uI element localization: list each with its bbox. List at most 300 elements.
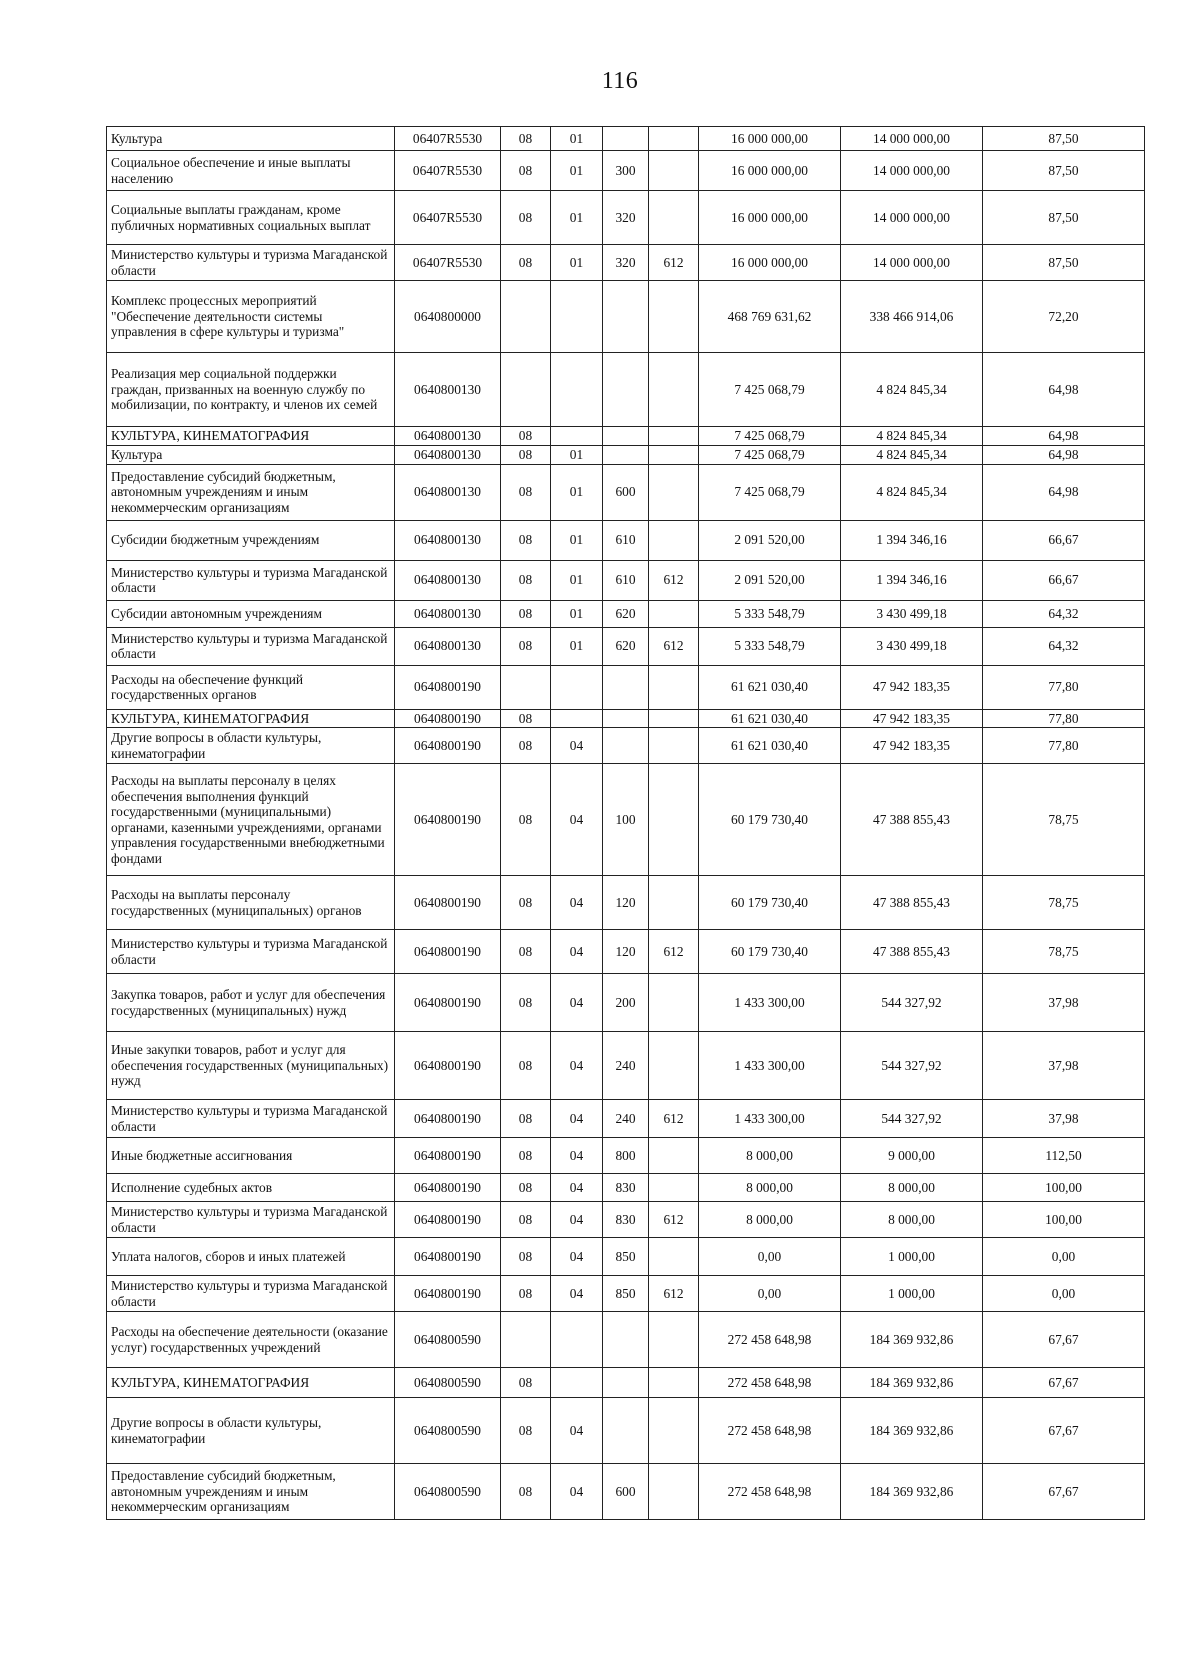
execution-percent-cell: 67,67: [983, 1368, 1145, 1398]
planned-amount-cell: 0,00: [699, 1238, 841, 1276]
subsection-code-cell: 01: [551, 464, 603, 520]
planned-amount-cell: 16 000 000,00: [699, 151, 841, 191]
planned-amount-cell: 7 425 068,79: [699, 353, 841, 427]
table-row: [107, 876, 1145, 930]
administrator-code-cell: 612: [649, 1100, 699, 1138]
execution-percent-cell: 64,98: [983, 427, 1145, 446]
execution-percent-cell: 0,00: [983, 1238, 1145, 1276]
subsection-code-cell: 04: [551, 1174, 603, 1202]
row-name-cell: Исполнение судебных актов: [107, 1174, 395, 1202]
expense-type-code-cell: [603, 446, 649, 465]
planned-amount-cell: 61 621 030,40: [699, 728, 841, 764]
row-name-cell: КУЛЬТУРА, КИНЕМАТОГРАФИЯ: [107, 1368, 395, 1398]
subsection-code-cell: 04: [551, 1398, 603, 1464]
row-name-cell: Расходы на обеспечение деятельности (оказание услуг) государственных учреждений: [107, 1312, 395, 1368]
planned-amount-cell: 8 000,00: [699, 1202, 841, 1238]
table-row: [107, 1312, 1145, 1368]
table-row: [107, 1464, 1145, 1520]
row-name-cell: Министерство культуры и туризма Магаданской области: [107, 930, 395, 974]
section-code-cell: 08: [501, 974, 551, 1032]
subsection-code-cell: [551, 709, 603, 728]
target-article-code-cell: 0640800190: [395, 930, 501, 974]
subsection-code-cell: 01: [551, 446, 603, 465]
section-code-cell: 08: [501, 1174, 551, 1202]
expense-type-code-cell: [603, 665, 649, 709]
execution-percent-cell: 67,67: [983, 1464, 1145, 1520]
table-row: [107, 600, 1145, 627]
row-name-cell: Другие вопросы в области культуры, кинематографии: [107, 1398, 395, 1464]
executed-amount-cell: 184 369 932,86: [841, 1398, 983, 1464]
subsection-code-cell: 01: [551, 151, 603, 191]
executed-amount-cell: 8 000,00: [841, 1202, 983, 1238]
section-code-cell: 08: [501, 709, 551, 728]
row-name-cell: Министерство культуры и туризма Магаданской области: [107, 245, 395, 281]
target-article-code-cell: 0640800590: [395, 1398, 501, 1464]
row-name-cell: Министерство культуры и туризма Магаданской области: [107, 627, 395, 665]
executed-amount-cell: 3 430 499,18: [841, 627, 983, 665]
planned-amount-cell: 60 179 730,40: [699, 764, 841, 876]
execution-percent-cell: 87,50: [983, 127, 1145, 151]
expense-type-code-cell: [603, 709, 649, 728]
expense-type-code-cell: 600: [603, 1464, 649, 1520]
expense-type-code-cell: 240: [603, 1032, 649, 1100]
administrator-code-cell: 612: [649, 1276, 699, 1312]
target-article-code-cell: 0640800130: [395, 427, 501, 446]
administrator-code-cell: [649, 1032, 699, 1100]
subsection-code-cell: 04: [551, 1464, 603, 1520]
target-article-code-cell: 0640800190: [395, 974, 501, 1032]
row-name-cell: Расходы на обеспечение функций государственных органов: [107, 665, 395, 709]
subsection-code-cell: 04: [551, 930, 603, 974]
table-row: [107, 245, 1145, 281]
section-code-cell: [501, 665, 551, 709]
expense-type-code-cell: 830: [603, 1202, 649, 1238]
executed-amount-cell: 1 000,00: [841, 1276, 983, 1312]
administrator-code-cell: 612: [649, 245, 699, 281]
section-code-cell: 08: [501, 876, 551, 930]
row-name-cell: Культура: [107, 446, 395, 465]
section-code-cell: 08: [501, 930, 551, 974]
row-name-cell: Социальные выплаты гражданам, кроме публичных нормативных социальных выплат: [107, 191, 395, 245]
executed-amount-cell: 4 824 845,34: [841, 353, 983, 427]
section-code-cell: 08: [501, 127, 551, 151]
administrator-code-cell: [649, 665, 699, 709]
table-row: [107, 1100, 1145, 1138]
planned-amount-cell: 468 769 631,62: [699, 281, 841, 353]
target-article-code-cell: 0640800190: [395, 764, 501, 876]
expense-type-code-cell: [603, 127, 649, 151]
executed-amount-cell: 47 388 855,43: [841, 764, 983, 876]
row-name-cell: Иные бюджетные ассигнования: [107, 1138, 395, 1174]
administrator-code-cell: [649, 1368, 699, 1398]
expense-type-code-cell: 120: [603, 930, 649, 974]
administrator-code-cell: [649, 728, 699, 764]
subsection-code-cell: 01: [551, 245, 603, 281]
subsection-code-cell: 01: [551, 627, 603, 665]
executed-amount-cell: 47 942 183,35: [841, 728, 983, 764]
execution-percent-cell: 87,50: [983, 151, 1145, 191]
executed-amount-cell: 4 824 845,34: [841, 446, 983, 465]
expense-type-code-cell: 850: [603, 1238, 649, 1276]
executed-amount-cell: 47 942 183,35: [841, 665, 983, 709]
row-name-cell: Реализация мер социальной поддержки граждан, призванных на военную службу по мобилизации, по контракту, и членов их семей: [107, 353, 395, 427]
expense-type-code-cell: [603, 728, 649, 764]
administrator-code-cell: [649, 520, 699, 560]
row-name-cell: КУЛЬТУРА, КИНЕМАТОГРАФИЯ: [107, 709, 395, 728]
administrator-code-cell: [649, 1138, 699, 1174]
subsection-code-cell: [551, 427, 603, 446]
section-code-cell: 08: [501, 464, 551, 520]
expense-type-code-cell: 600: [603, 464, 649, 520]
subsection-code-cell: 04: [551, 1100, 603, 1138]
subsection-code-cell: [551, 1368, 603, 1398]
target-article-code-cell: 06407R5530: [395, 245, 501, 281]
execution-percent-cell: 66,67: [983, 560, 1145, 600]
table-row: [107, 281, 1145, 353]
expense-type-code-cell: 620: [603, 600, 649, 627]
subsection-code-cell: 04: [551, 1276, 603, 1312]
section-code-cell: 08: [501, 1398, 551, 1464]
section-code-cell: [501, 281, 551, 353]
execution-percent-cell: 64,32: [983, 600, 1145, 627]
row-name-cell: Субсидии бюджетным учреждениям: [107, 520, 395, 560]
expense-type-code-cell: 620: [603, 627, 649, 665]
execution-percent-cell: 72,20: [983, 281, 1145, 353]
subsection-code-cell: 01: [551, 127, 603, 151]
execution-percent-cell: 37,98: [983, 974, 1145, 1032]
target-article-code-cell: 0640800190: [395, 1100, 501, 1138]
administrator-code-cell: [649, 127, 699, 151]
execution-percent-cell: 87,50: [983, 191, 1145, 245]
row-name-cell: Иные закупки товаров, работ и услуг для обеспечения государственных (муниципальных) нужд: [107, 1032, 395, 1100]
planned-amount-cell: 272 458 648,98: [699, 1312, 841, 1368]
execution-percent-cell: 64,98: [983, 464, 1145, 520]
execution-percent-cell: 100,00: [983, 1202, 1145, 1238]
execution-percent-cell: 77,80: [983, 728, 1145, 764]
row-name-cell: Предоставление субсидий бюджетным, автономным учреждениям и иным некоммерческим организациям: [107, 1464, 395, 1520]
section-code-cell: 08: [501, 245, 551, 281]
expense-type-code-cell: 320: [603, 245, 649, 281]
planned-amount-cell: 2 091 520,00: [699, 520, 841, 560]
executed-amount-cell: 184 369 932,86: [841, 1464, 983, 1520]
expense-type-code-cell: [603, 1368, 649, 1398]
executed-amount-cell: 14 000 000,00: [841, 191, 983, 245]
table-row: [107, 1398, 1145, 1464]
administrator-code-cell: 612: [649, 1202, 699, 1238]
section-code-cell: 08: [501, 764, 551, 876]
subsection-code-cell: 04: [551, 728, 603, 764]
administrator-code-cell: [649, 1464, 699, 1520]
expense-type-code-cell: 120: [603, 876, 649, 930]
executed-amount-cell: 1 000,00: [841, 1238, 983, 1276]
executed-amount-cell: 184 369 932,86: [841, 1368, 983, 1398]
target-article-code-cell: 0640800190: [395, 665, 501, 709]
executed-amount-cell: 544 327,92: [841, 1100, 983, 1138]
administrator-code-cell: 612: [649, 930, 699, 974]
table-row: [107, 1032, 1145, 1100]
target-article-code-cell: 0640800130: [395, 446, 501, 465]
section-code-cell: 08: [501, 560, 551, 600]
section-code-cell: 08: [501, 1238, 551, 1276]
table-row: [107, 1238, 1145, 1276]
executed-amount-cell: 184 369 932,86: [841, 1312, 983, 1368]
administrator-code-cell: [649, 281, 699, 353]
administrator-code-cell: [649, 709, 699, 728]
execution-percent-cell: 100,00: [983, 1174, 1145, 1202]
planned-amount-cell: 7 425 068,79: [699, 446, 841, 465]
row-name-cell: Министерство культуры и туризма Магаданской области: [107, 1100, 395, 1138]
table-row: [107, 1276, 1145, 1312]
section-code-cell: 08: [501, 1276, 551, 1312]
row-name-cell: Социальное обеспечение и иные выплаты населению: [107, 151, 395, 191]
administrator-code-cell: [649, 764, 699, 876]
row-name-cell: Культура: [107, 127, 395, 151]
administrator-code-cell: 612: [649, 560, 699, 600]
planned-amount-cell: 2 091 520,00: [699, 560, 841, 600]
row-name-cell: Министерство культуры и туризма Магаданской области: [107, 1202, 395, 1238]
administrator-code-cell: [649, 974, 699, 1032]
administrator-code-cell: [649, 151, 699, 191]
executed-amount-cell: 14 000 000,00: [841, 151, 983, 191]
administrator-code-cell: [649, 427, 699, 446]
target-article-code-cell: 0640800190: [395, 1276, 501, 1312]
execution-percent-cell: 66,67: [983, 520, 1145, 560]
section-code-cell: 08: [501, 427, 551, 446]
table-row: [107, 974, 1145, 1032]
executed-amount-cell: 544 327,92: [841, 974, 983, 1032]
table-row: [107, 665, 1145, 709]
target-article-code-cell: 0640800190: [395, 1174, 501, 1202]
execution-percent-cell: 67,67: [983, 1398, 1145, 1464]
table-row: [107, 464, 1145, 520]
table-row: [107, 1174, 1145, 1202]
executed-amount-cell: 47 388 855,43: [841, 930, 983, 974]
subsection-code-cell: [551, 281, 603, 353]
table-row: [107, 764, 1145, 876]
expense-type-code-cell: [603, 1398, 649, 1464]
administrator-code-cell: [649, 191, 699, 245]
execution-percent-cell: 77,80: [983, 665, 1145, 709]
table-row: [107, 427, 1145, 446]
table-row: [107, 1202, 1145, 1238]
subsection-code-cell: 01: [551, 520, 603, 560]
planned-amount-cell: 272 458 648,98: [699, 1464, 841, 1520]
row-name-cell: Комплекс процессных мероприятий "Обеспечение деятельности системы управления в сфере культуры и туризма": [107, 281, 395, 353]
section-code-cell: 08: [501, 1032, 551, 1100]
execution-percent-cell: 64,32: [983, 627, 1145, 665]
row-name-cell: Министерство культуры и туризма Магаданской области: [107, 1276, 395, 1312]
target-article-code-cell: 06407R5530: [395, 191, 501, 245]
expense-type-code-cell: 100: [603, 764, 649, 876]
budget-execution-table: [106, 126, 1145, 1520]
page-number: 116: [601, 68, 639, 94]
target-article-code-cell: 06407R5530: [395, 151, 501, 191]
planned-amount-cell: 272 458 648,98: [699, 1368, 841, 1398]
planned-amount-cell: 61 621 030,40: [699, 665, 841, 709]
section-code-cell: 08: [501, 151, 551, 191]
target-article-code-cell: 0640800000: [395, 281, 501, 353]
executed-amount-cell: 8 000,00: [841, 1174, 983, 1202]
subsection-code-cell: 04: [551, 764, 603, 876]
target-article-code-cell: 0640800590: [395, 1368, 501, 1398]
executed-amount-cell: 47 388 855,43: [841, 876, 983, 930]
target-article-code-cell: 0640800130: [395, 627, 501, 665]
section-code-cell: 08: [501, 446, 551, 465]
executed-amount-cell: 3 430 499,18: [841, 600, 983, 627]
executed-amount-cell: 14 000 000,00: [841, 127, 983, 151]
expense-type-code-cell: 830: [603, 1174, 649, 1202]
executed-amount-cell: 1 394 346,16: [841, 520, 983, 560]
planned-amount-cell: 61 621 030,40: [699, 709, 841, 728]
administrator-code-cell: [649, 600, 699, 627]
planned-amount-cell: 5 333 548,79: [699, 600, 841, 627]
administrator-code-cell: [649, 446, 699, 465]
row-name-cell: Министерство культуры и туризма Магаданской области: [107, 560, 395, 600]
execution-percent-cell: 78,75: [983, 930, 1145, 974]
target-article-code-cell: 0640800130: [395, 353, 501, 427]
target-article-code-cell: 0640800190: [395, 1202, 501, 1238]
executed-amount-cell: 338 466 914,06: [841, 281, 983, 353]
administrator-code-cell: [649, 464, 699, 520]
subsection-code-cell: 04: [551, 1202, 603, 1238]
section-code-cell: [501, 1312, 551, 1368]
planned-amount-cell: 7 425 068,79: [699, 427, 841, 446]
row-name-cell: Другие вопросы в области культуры, кинематографии: [107, 728, 395, 764]
target-article-code-cell: 0640800190: [395, 728, 501, 764]
planned-amount-cell: 60 179 730,40: [699, 876, 841, 930]
planned-amount-cell: 1 433 300,00: [699, 1100, 841, 1138]
row-name-cell: Расходы на выплаты персоналу в целях обеспечения выполнения функций государственными (муниципальными) органами, казенными учреждениями, органами управления государственными внебюджетными фондами: [107, 764, 395, 876]
planned-amount-cell: 1 433 300,00: [699, 1032, 841, 1100]
row-name-cell: Расходы на выплаты персоналу государственных (муниципальных) органов: [107, 876, 395, 930]
expense-type-code-cell: 200: [603, 974, 649, 1032]
target-article-code-cell: 0640800590: [395, 1464, 501, 1520]
executed-amount-cell: 4 824 845,34: [841, 427, 983, 446]
section-code-cell: 08: [501, 627, 551, 665]
subsection-code-cell: 04: [551, 876, 603, 930]
subsection-code-cell: 01: [551, 560, 603, 600]
subsection-code-cell: 04: [551, 1238, 603, 1276]
planned-amount-cell: 16 000 000,00: [699, 245, 841, 281]
table-row: [107, 1138, 1145, 1174]
table-row: [107, 353, 1145, 427]
planned-amount-cell: 5 333 548,79: [699, 627, 841, 665]
subsection-code-cell: [551, 1312, 603, 1368]
planned-amount-cell: 16 000 000,00: [699, 127, 841, 151]
planned-amount-cell: 60 179 730,40: [699, 930, 841, 974]
section-code-cell: 08: [501, 728, 551, 764]
execution-percent-cell: 87,50: [983, 245, 1145, 281]
execution-percent-cell: 64,98: [983, 446, 1145, 465]
subsection-code-cell: 01: [551, 191, 603, 245]
target-article-code-cell: 0640800190: [395, 1238, 501, 1276]
execution-percent-cell: 37,98: [983, 1100, 1145, 1138]
executed-amount-cell: 47 942 183,35: [841, 709, 983, 728]
target-article-code-cell: 0640800130: [395, 464, 501, 520]
expense-type-code-cell: 300: [603, 151, 649, 191]
target-article-code-cell: 0640800190: [395, 1138, 501, 1174]
target-article-code-cell: 0640800190: [395, 709, 501, 728]
execution-percent-cell: 78,75: [983, 876, 1145, 930]
section-code-cell: 08: [501, 191, 551, 245]
execution-percent-cell: 64,98: [983, 353, 1145, 427]
expense-type-code-cell: 240: [603, 1100, 649, 1138]
expense-type-code-cell: 800: [603, 1138, 649, 1174]
table-row: [107, 446, 1145, 465]
expense-type-code-cell: [603, 427, 649, 446]
target-article-code-cell: 0640800130: [395, 520, 501, 560]
planned-amount-cell: 272 458 648,98: [699, 1398, 841, 1464]
target-article-code-cell: 0640800130: [395, 560, 501, 600]
administrator-code-cell: [649, 1312, 699, 1368]
row-name-cell: Предоставление субсидий бюджетным, автономным учреждениям и иным некоммерческим организациям: [107, 464, 395, 520]
target-article-code-cell: 0640800190: [395, 876, 501, 930]
execution-percent-cell: 78,75: [983, 764, 1145, 876]
execution-percent-cell: 77,80: [983, 709, 1145, 728]
planned-amount-cell: 8 000,00: [699, 1138, 841, 1174]
planned-amount-cell: 0,00: [699, 1276, 841, 1312]
target-article-code-cell: 0640800590: [395, 1312, 501, 1368]
table-row: [107, 560, 1145, 600]
expense-type-code-cell: [603, 281, 649, 353]
execution-percent-cell: 112,50: [983, 1138, 1145, 1174]
section-code-cell: 08: [501, 1202, 551, 1238]
table-row: [107, 191, 1145, 245]
administrator-code-cell: [649, 1398, 699, 1464]
subsection-code-cell: 04: [551, 1032, 603, 1100]
planned-amount-cell: 16 000 000,00: [699, 191, 841, 245]
table-row: [107, 520, 1145, 560]
section-code-cell: 08: [501, 1368, 551, 1398]
row-name-cell: Закупка товаров, работ и услуг для обеспечения государственных (муниципальных) нужд: [107, 974, 395, 1032]
executed-amount-cell: 14 000 000,00: [841, 245, 983, 281]
row-name-cell: КУЛЬТУРА, КИНЕМАТОГРАФИЯ: [107, 427, 395, 446]
expense-type-code-cell: 610: [603, 560, 649, 600]
table-row: [107, 930, 1145, 974]
section-code-cell: 08: [501, 1138, 551, 1174]
table-body: [107, 127, 1145, 1520]
expense-type-code-cell: 610: [603, 520, 649, 560]
executed-amount-cell: 4 824 845,34: [841, 464, 983, 520]
expense-type-code-cell: 320: [603, 191, 649, 245]
table-row: [107, 728, 1145, 764]
target-article-code-cell: 0640800130: [395, 600, 501, 627]
section-code-cell: 08: [501, 1464, 551, 1520]
administrator-code-cell: [649, 1238, 699, 1276]
subsection-code-cell: [551, 353, 603, 427]
execution-percent-cell: 0,00: [983, 1276, 1145, 1312]
executed-amount-cell: 544 327,92: [841, 1032, 983, 1100]
section-code-cell: 08: [501, 1100, 551, 1138]
subsection-code-cell: 04: [551, 974, 603, 1032]
expense-type-code-cell: [603, 353, 649, 427]
administrator-code-cell: [649, 876, 699, 930]
executed-amount-cell: 1 394 346,16: [841, 560, 983, 600]
execution-percent-cell: 37,98: [983, 1032, 1145, 1100]
section-code-cell: 08: [501, 520, 551, 560]
planned-amount-cell: 8 000,00: [699, 1174, 841, 1202]
administrator-code-cell: [649, 1174, 699, 1202]
subsection-code-cell: 01: [551, 600, 603, 627]
table-row: [107, 127, 1145, 151]
section-code-cell: 08: [501, 600, 551, 627]
target-article-code-cell: 06407R5530: [395, 127, 501, 151]
expense-type-code-cell: 850: [603, 1276, 649, 1312]
row-name-cell: Субсидии автономным учреждениям: [107, 600, 395, 627]
table-row: [107, 1368, 1145, 1398]
execution-percent-cell: 67,67: [983, 1312, 1145, 1368]
table-row: [107, 709, 1145, 728]
